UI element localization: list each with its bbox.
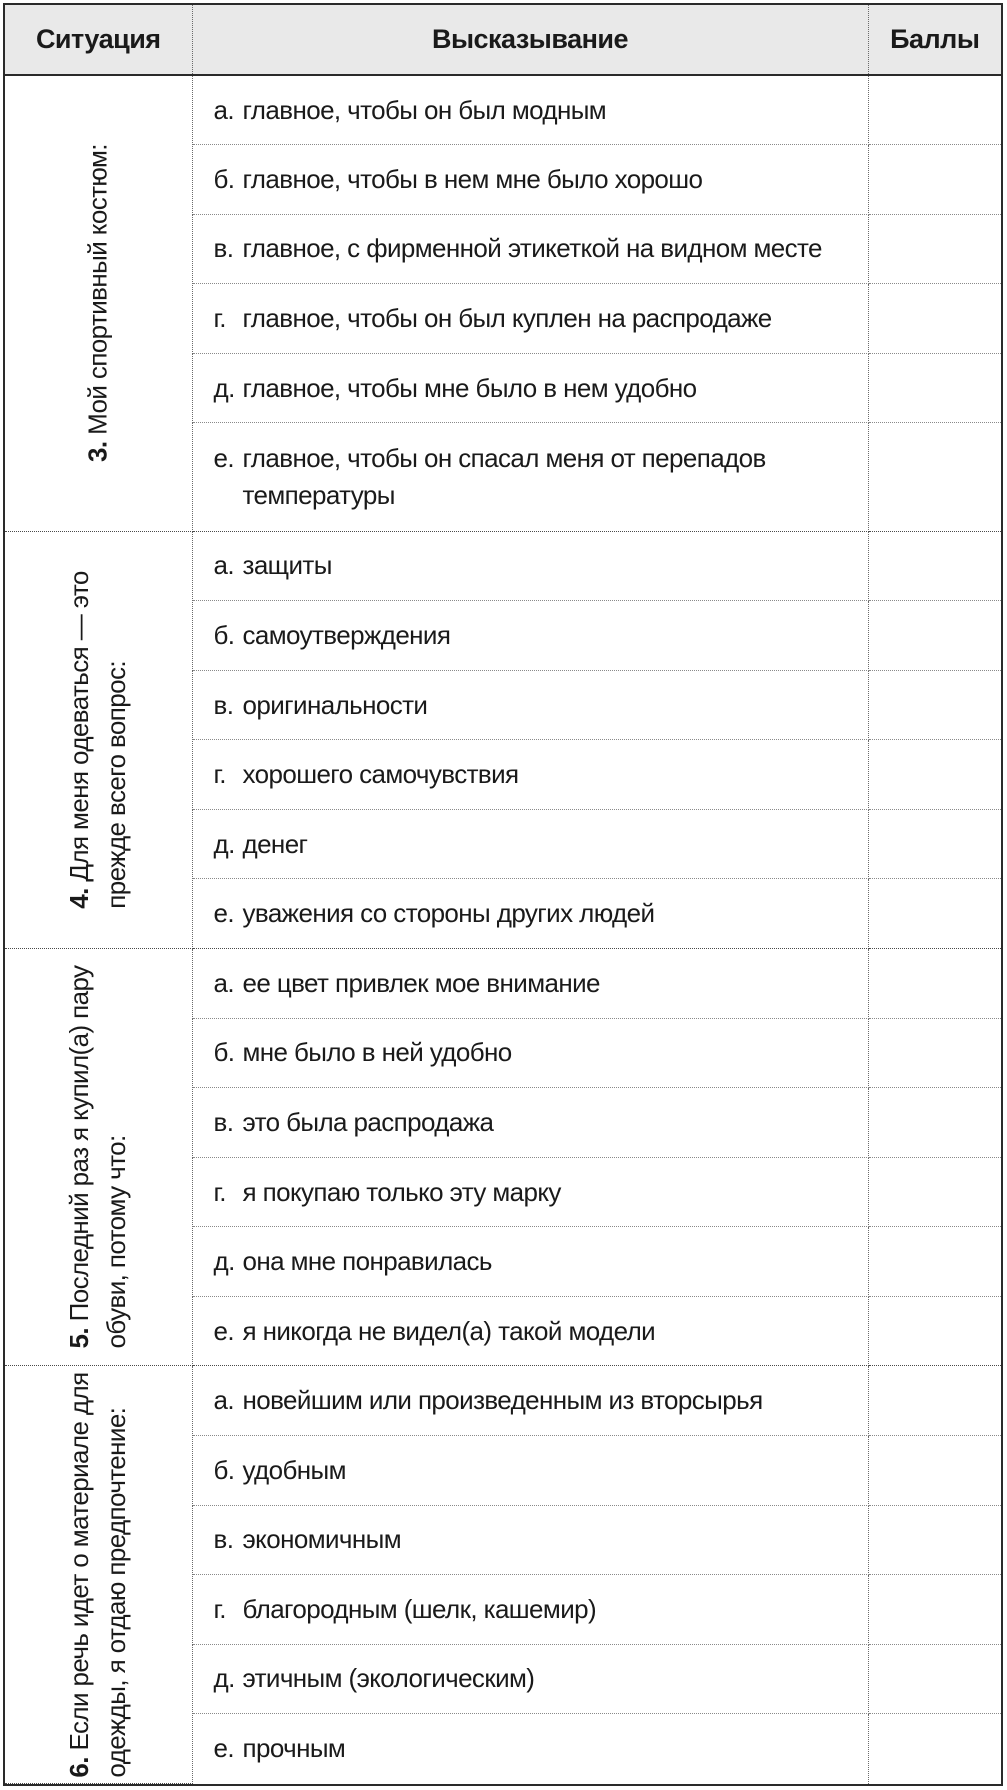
statement-letter: д.: [213, 1663, 235, 1694]
statement-text: уважения со стороны других людей: [242, 898, 655, 929]
situation-number: 5.: [64, 1328, 95, 1349]
statement-text: защиты: [242, 550, 332, 581]
statement-item: [214, 1104, 852, 1141]
header-situation: Ситуация: [5, 5, 192, 75]
statement-letter: б.: [213, 620, 235, 650]
questionnaire-table-frame: [3, 3, 1003, 1786]
statement-cell: [192, 1505, 868, 1575]
situation-cell: [5, 75, 192, 531]
statement-item: [214, 1660, 852, 1697]
statement-letter: д.: [213, 372, 235, 403]
situation-line: [98, 571, 135, 908]
statement-text: новейшим или произведенным из вторсырья: [242, 1385, 763, 1416]
statement-item: [214, 1243, 852, 1280]
statement-text: оригинальности: [242, 689, 428, 720]
statement-cell: [192, 1714, 868, 1784]
statement-item: [214, 370, 852, 407]
statement-text: этичным (экологическим): [242, 1663, 535, 1694]
table-row: [5, 1366, 1001, 1436]
situation-line: [61, 1372, 98, 1777]
statement-text: самоутверждения: [242, 620, 451, 650]
situation-line-text: прежде всего вопрос:: [101, 660, 132, 909]
score-cell[interactable]: [868, 1575, 1001, 1645]
score-cell[interactable]: [868, 1227, 1001, 1297]
statement-item: [214, 965, 852, 1002]
statement-text: главное, чтобы в нем мне было хорошо: [242, 163, 703, 194]
situation-number: 3.: [82, 441, 113, 463]
score-cell[interactable]: [868, 879, 1001, 949]
statement-cell: [192, 423, 868, 531]
statement-cell: [192, 1366, 868, 1436]
statement-cell: [192, 670, 868, 740]
statement-item: [214, 895, 852, 932]
statement-item: [214, 440, 852, 514]
score-cell[interactable]: [868, 1644, 1001, 1714]
situation-line-text: Для меня одеваться — это: [64, 571, 95, 889]
statement-text: мне было в ней удобно: [242, 1037, 512, 1068]
statement-cell: [192, 879, 868, 949]
statement-text: она мне понравилась: [242, 1246, 492, 1277]
score-cell[interactable]: [868, 423, 1001, 531]
statement-text: экономичным: [242, 1524, 401, 1555]
situation-line-text: Последний раз я купил(а) пару: [64, 965, 95, 1329]
statement-letter: е.: [213, 898, 234, 929]
statement-cell: [192, 145, 868, 215]
statement-item: [214, 92, 852, 129]
statement-letter: в.: [213, 689, 234, 720]
statement-item: [214, 547, 852, 584]
statement-text: я покупаю только эту марку: [242, 1176, 561, 1207]
statement-letter: в.: [213, 233, 234, 264]
statement-item: [214, 1521, 852, 1558]
statement-cell: [192, 1575, 868, 1645]
statement-text: я никогда не видел(а) такой модели: [242, 1315, 656, 1346]
statement-cell: [192, 1435, 868, 1505]
header-score: Баллы: [868, 5, 1001, 75]
statement-text: главное, чтобы он был модным: [242, 94, 607, 125]
statement-cell: [192, 1157, 868, 1227]
score-cell[interactable]: [868, 809, 1001, 879]
statement-cell: [192, 75, 868, 145]
score-cell[interactable]: [868, 601, 1001, 671]
situation-line: [98, 1372, 135, 1777]
statement-item: [214, 1591, 852, 1628]
statement-letter: а.: [213, 94, 234, 125]
score-cell[interactable]: [868, 1296, 1001, 1366]
statement-cell: [192, 601, 868, 671]
score-cell[interactable]: [868, 1505, 1001, 1575]
statement-cell: [192, 1644, 868, 1714]
score-cell[interactable]: [868, 1088, 1001, 1158]
statement-letter: б.: [213, 1454, 235, 1485]
statement-item: [214, 756, 852, 793]
score-cell[interactable]: [868, 670, 1001, 740]
statement-item: [214, 300, 852, 337]
score-cell[interactable]: [868, 1157, 1001, 1227]
statement-text: хорошего самочувствия: [242, 759, 519, 790]
score-cell[interactable]: [868, 531, 1001, 601]
header-statement: Высказывание: [192, 5, 868, 75]
score-cell[interactable]: [868, 214, 1001, 284]
score-cell[interactable]: [868, 1714, 1001, 1784]
score-cell[interactable]: [868, 740, 1001, 810]
table-row: [5, 531, 1001, 601]
situation-cell: [5, 531, 192, 948]
statement-letter: д.: [213, 828, 235, 859]
situation-line: [80, 144, 117, 462]
statement-item: [214, 1313, 852, 1350]
statement-text: главное, чтобы он был куплен на распродаже: [242, 302, 772, 333]
statement-cell: [192, 353, 868, 423]
situation-line: [61, 966, 98, 1349]
statement-text: ее цвет привлек мое внимание: [242, 967, 600, 998]
statement-letter: а.: [213, 1385, 234, 1416]
statement-letter: е.: [213, 442, 234, 473]
statement-item: [214, 161, 852, 198]
statement-letter: г.: [213, 1593, 226, 1624]
situation-line-text: Мой спортивный костюм:: [82, 144, 113, 442]
situation-line: [61, 571, 98, 908]
statement-cell: [192, 1018, 868, 1088]
questionnaire-table: [5, 5, 1001, 1784]
statement-cell: [192, 1227, 868, 1297]
score-cell[interactable]: [868, 353, 1001, 423]
situation-line-text: обуви, потому что:: [101, 1135, 132, 1349]
situation-number: 4.: [64, 888, 95, 909]
score-cell[interactable]: [868, 1435, 1001, 1505]
statement-letter: е.: [213, 1315, 234, 1346]
statement-text: удобным: [242, 1454, 346, 1485]
statement-cell: [192, 1088, 868, 1158]
statement-letter: б.: [213, 1037, 235, 1068]
situation-text: [61, 966, 135, 1349]
table-row: [5, 949, 1001, 1019]
questionnaire-body: [5, 75, 1001, 1784]
score-cell[interactable]: [868, 145, 1001, 215]
situation-cell: [5, 949, 192, 1366]
statement-cell: [192, 740, 868, 810]
statement-cell: [192, 531, 868, 601]
statement-item: [214, 1174, 852, 1211]
situation-text: [61, 1372, 135, 1777]
statement-item: [214, 1382, 852, 1419]
situation-cell: [5, 1366, 192, 1784]
statement-letter: г.: [213, 1176, 226, 1207]
statement-letter: в.: [213, 1524, 234, 1555]
statement-item: [214, 687, 852, 724]
statement-cell: [192, 809, 868, 879]
statement-letter: а.: [213, 550, 234, 581]
statement-text: это была распродажа: [242, 1106, 494, 1137]
statement-item: [214, 1034, 852, 1071]
table-row: [5, 75, 1001, 145]
statement-letter: г.: [213, 759, 226, 790]
statement-item: [214, 1452, 852, 1489]
statement-cell: [192, 949, 868, 1019]
statement-text: главное, с фирменной этикеткой на видном месте: [242, 233, 822, 264]
statement-item: [214, 617, 852, 654]
statement-cell: [192, 284, 868, 354]
statement-letter: в.: [213, 1106, 234, 1137]
statement-text: главное, чтобы он спасал меня от перепадов температуры: [242, 442, 766, 510]
statement-item: [214, 230, 852, 267]
statement-text: главное, чтобы мне было в нем удобно: [242, 372, 697, 403]
situation-text: [61, 571, 135, 908]
situation-number: 6.: [64, 1756, 95, 1778]
statement-text: благородным (шелк, кашемир): [242, 1593, 597, 1624]
statement-item: [214, 1730, 852, 1767]
statement-item: [214, 826, 852, 863]
statement-cell: [192, 1296, 868, 1366]
score-cell[interactable]: [868, 1018, 1001, 1088]
situation-line: [98, 966, 135, 1349]
situation-line-text: одежды, я отдаю предпочтение:: [101, 1407, 132, 1778]
statement-text: денег: [242, 828, 308, 859]
statement-letter: г.: [213, 302, 226, 333]
header-row: [5, 5, 1001, 75]
score-cell[interactable]: [868, 75, 1001, 145]
score-cell[interactable]: [868, 284, 1001, 354]
statement-letter: д.: [213, 1246, 235, 1277]
statement-letter: а.: [213, 967, 234, 998]
score-cell[interactable]: [868, 949, 1001, 1019]
score-cell[interactable]: [868, 1366, 1001, 1436]
statement-cell: [192, 214, 868, 284]
statement-text: прочным: [242, 1733, 346, 1764]
statement-letter: е.: [213, 1733, 234, 1764]
statement-letter: б.: [213, 163, 235, 194]
situation-text: [80, 144, 117, 462]
situation-line-text: Если речь идет о материале для: [64, 1372, 95, 1757]
